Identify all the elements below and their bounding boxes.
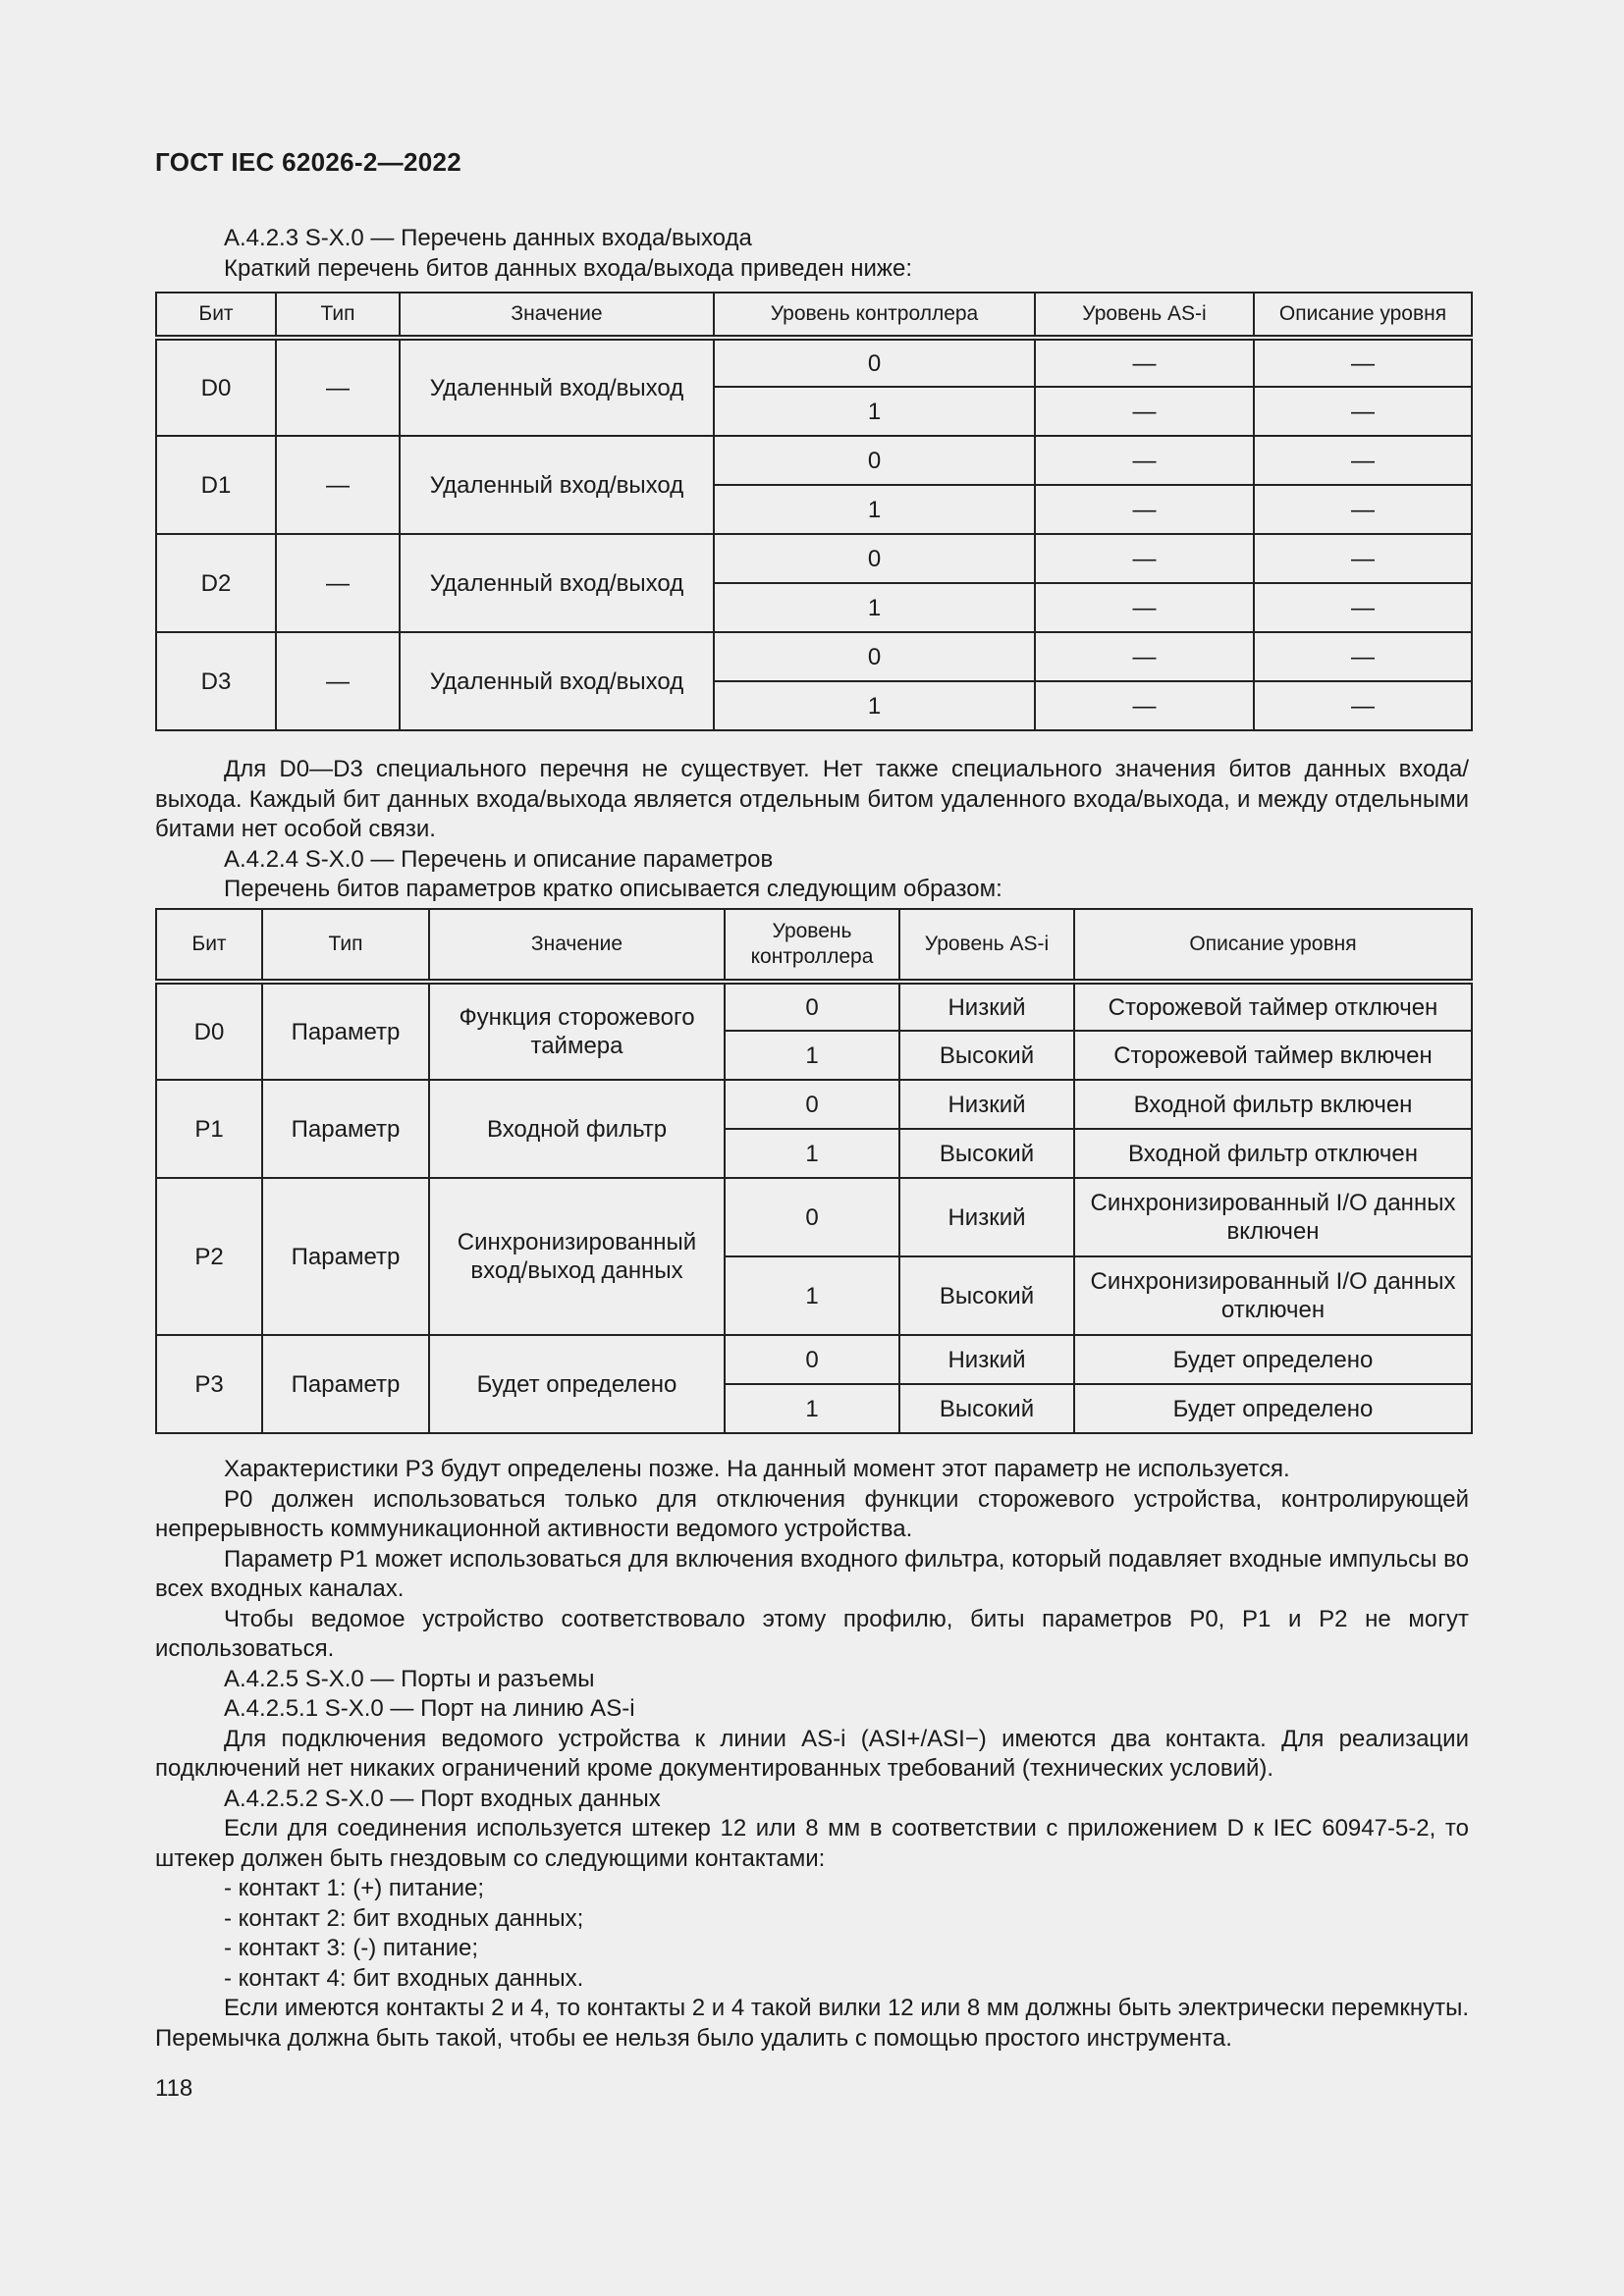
column-header: Уровень AS-i [1035,293,1254,338]
table-header-row [156,293,1472,338]
asi-level-cell: — [1035,338,1254,387]
section-intro: Перечень битов параметров кратко описывается следующим образом: [224,876,1002,902]
io-note-paragraph: Для D0—D3 специального перечня не существует. Нет также специального значения битов данных входа/выхода. Каждый бит данных входа/выхода является отдельным битом удаленного входа/выхода, и между отдельными битами нет особой связи. [155,756,1469,842]
section-a4-2-4 [155,755,1469,905]
meaning-cell: Будет определено [429,1335,725,1433]
bit-cell: P2 [156,1178,262,1335]
subsection-heading: A.4.2.5 S-X.0 — Порты и разъемы [224,1665,595,1692]
level-description-cell: — [1254,436,1472,485]
section-heading: A.4.2.4 S-X.0 — Перечень и описание параметров [224,845,774,873]
table-row [156,1178,1472,1256]
section-heading: A.4.2.3 S-X.0 — Перечень данных входа/выхода [224,225,752,251]
body-text [155,1455,1469,2054]
asi-level-cell: Низкий [899,982,1074,1031]
table-row [156,982,1472,1031]
bit-cell: D1 [156,436,276,534]
meaning-cell: Синхронизированный вход/выход данных [429,1178,725,1335]
asi-level-cell: — [1035,583,1254,632]
type-cell: Параметр [262,1178,429,1335]
list-item: - контакт 2: бит входных данных; [224,1904,584,1932]
level-description-cell: Входной фильтр включен [1074,1080,1472,1129]
table-row [156,338,1472,387]
subsection-heading: A.4.2.5.2 S-X.0 — Порт входных данных [224,1785,661,1812]
controller-level-cell: 1 [714,583,1035,632]
table-row [156,436,1472,485]
column-header: Тип [276,293,400,338]
asi-level-cell: Высокий [899,1031,1074,1080]
level-description-cell: — [1254,338,1472,387]
type-cell: — [276,436,400,534]
io-data-table [155,292,1473,731]
type-cell: Параметр [262,982,429,1080]
page-number: 118 [155,2075,193,2102]
asi-level-cell: — [1035,534,1254,583]
controller-level-cell: 0 [725,1335,899,1384]
asi-level-cell: — [1035,436,1254,485]
type-cell: — [276,338,400,436]
meaning-cell: Функция сторожевого таймера [429,982,725,1080]
subsection-heading: A.4.2.5.1 S-X.0 — Порт на линию AS-i [224,1695,635,1722]
meaning-cell: Удаленный вход/выход [400,632,714,730]
level-description-cell: — [1254,485,1472,534]
controller-level-cell: 1 [714,485,1035,534]
level-description-cell: Сторожевой таймер включен [1074,1031,1472,1080]
paragraph: Характеристики P3 будут определены позже. На данный момент этот параметр не используется. [224,1456,1290,1482]
controller-level-cell: 0 [725,1080,899,1129]
table-row [156,1080,1472,1129]
table-row [156,534,1472,583]
column-header: Тип [262,909,429,982]
table-header-row [156,909,1472,982]
type-cell: — [276,534,400,632]
asi-level-cell: Низкий [899,1080,1074,1129]
type-cell: Параметр [262,1335,429,1433]
asi-level-cell: Высокий [899,1256,1074,1335]
bit-cell: P1 [156,1080,262,1178]
meaning-cell: Удаленный вход/выход [400,534,714,632]
table-row [156,632,1472,681]
paragraph: Если для соединения используется штекер 12 или 8 мм в соответствии с приложением D к IEC 60947-5-2, то штекер должен быть гнездовым со следующими контактами: [155,1815,1469,1872]
level-description-cell: — [1254,583,1472,632]
asi-level-cell: — [1035,632,1254,681]
controller-level-cell: 1 [725,1256,899,1335]
level-description-cell: Сторожевой таймер отключен [1074,982,1472,1031]
asi-level-cell: Высокий [899,1384,1074,1433]
controller-level-cell: 1 [714,681,1035,730]
asi-level-cell: — [1035,387,1254,436]
column-header: Значение [429,909,725,982]
paragraph: Чтобы ведомое устройство соответствовало этому профилю, биты параметров P0, P1 и P2 не могут использоваться. [155,1605,1469,1662]
document-header: ГОСТ IEC 62026-2—2022 [155,147,461,177]
meaning-cell: Удаленный вход/выход [400,338,714,436]
section-a4-2-3 [155,224,1469,284]
controller-level-cell: 1 [725,1129,899,1178]
meaning-cell: Удаленный вход/выход [400,436,714,534]
type-cell: — [276,632,400,730]
paragraph: Если имеются контакты 2 и 4, то контакты 2 и 4 такой вилки 12 или 8 мм должны быть электрически перемкнуты. Перемычка должна быть такой, чтобы ее нельзя было удалить с помощью простого инструмента. [155,1995,1469,2052]
controller-level-cell: 0 [714,632,1035,681]
section-intro: Краткий перечень битов данных входа/выхода приведен ниже: [224,254,913,282]
bit-cell: D2 [156,534,276,632]
level-description-cell: Входной фильтр отключен [1074,1129,1472,1178]
asi-level-cell: Низкий [899,1178,1074,1256]
level-description-cell: Синхронизированный I/O данных включен [1074,1178,1472,1256]
list-item: - контакт 1: (+) питание; [224,1875,485,1901]
column-header: Уровень контроллера [714,293,1035,338]
controller-level-cell: 1 [725,1384,899,1433]
controller-level-cell: 1 [725,1031,899,1080]
asi-level-cell: Высокий [899,1129,1074,1178]
paragraph: P0 должен использоваться только для отключения функции сторожевого устройства, контролирующей непрерывность коммуникационной активности ведомого устройства. [155,1485,1469,1542]
column-header: Описание уровня [1074,909,1472,982]
level-description-cell: Будет определено [1074,1335,1472,1384]
controller-level-cell: 0 [714,534,1035,583]
bit-cell: D0 [156,338,276,436]
paragraph: Параметр P1 может использоваться для включения входного фильтра, который подавляет входные импульсы во всех входных каналах. [155,1545,1469,1602]
column-header: Бит [156,909,262,982]
asi-level-cell: — [1035,485,1254,534]
type-cell: Параметр [262,1080,429,1178]
level-description-cell: — [1254,387,1472,436]
list-item: - контакт 3: (-) питание; [224,1935,479,1961]
level-description-cell: Будет определено [1074,1384,1472,1433]
paragraph: Для подключения ведомого устройства к линии AS-i (ASI+/ASI−) имеются два контакта. Для реализации подключений нет никаких ограничений кроме документированных требований (технических условий). [155,1725,1469,1782]
controller-level-cell: 0 [725,1178,899,1256]
level-description-cell: — [1254,632,1472,681]
level-description-cell: — [1254,534,1472,583]
bit-cell: P3 [156,1335,262,1433]
controller-level-cell: 0 [714,436,1035,485]
table-row [156,1335,1472,1384]
bit-cell: D0 [156,982,262,1080]
column-header: Описание уровня [1254,293,1472,338]
column-header: Бит [156,293,276,338]
asi-level-cell: — [1035,681,1254,730]
asi-level-cell: Низкий [899,1335,1074,1384]
list-item: - контакт 4: бит входных данных. [224,1964,584,1992]
controller-level-cell: 1 [714,387,1035,436]
column-header: Значение [400,293,714,338]
column-header: Уровень контроллера [725,909,899,982]
level-description-cell: Синхронизированный I/O данных отключен [1074,1256,1472,1335]
controller-level-cell: 0 [725,982,899,1031]
bit-cell: D3 [156,632,276,730]
column-header: Уровень AS-i [899,909,1074,982]
level-description-cell: — [1254,681,1472,730]
controller-level-cell: 0 [714,338,1035,387]
meaning-cell: Входной фильтр [429,1080,725,1178]
parameter-table [155,908,1473,1434]
